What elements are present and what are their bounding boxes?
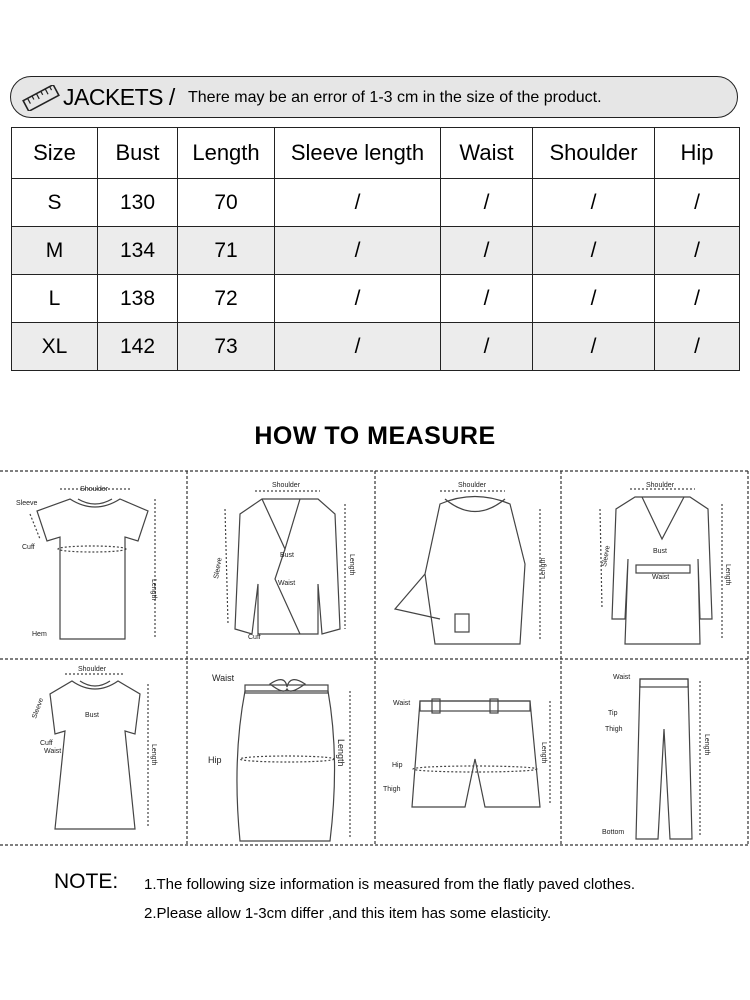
cape-coat-icon xyxy=(395,482,547,644)
table-cell: / xyxy=(533,227,655,275)
svg-text:Sleeve: Sleeve xyxy=(16,500,38,507)
svg-text:Shoulder: Shoulder xyxy=(458,482,487,489)
svg-text:Thigh: Thigh xyxy=(605,726,623,733)
svg-text:Length: Length xyxy=(724,564,731,586)
header-hip: Hip xyxy=(655,128,740,179)
svg-text:Cuff: Cuff xyxy=(40,740,53,747)
svg-text:Hip: Hip xyxy=(392,762,403,769)
long-coat-icon xyxy=(600,482,731,644)
svg-text:Length: Length xyxy=(348,554,355,576)
header-size: Size xyxy=(12,128,98,179)
table-cell: / xyxy=(441,275,533,323)
svg-text:Shoulder: Shoulder xyxy=(78,666,107,673)
svg-text:Waist: Waist xyxy=(212,673,235,683)
svg-text:Sleeve: Sleeve xyxy=(31,697,46,720)
shorts-icon xyxy=(383,699,550,807)
table-cell: 134 xyxy=(98,227,178,275)
svg-text:Length: Length xyxy=(150,744,157,766)
table-cell: 72 xyxy=(178,275,275,323)
svg-text:Thigh: Thigh xyxy=(383,786,401,793)
table-cell: / xyxy=(655,227,740,275)
note-heading: NOTE: xyxy=(54,870,119,893)
size-row-m xyxy=(12,227,740,275)
header-waist: Waist xyxy=(441,128,533,179)
svg-text:Shoulder: Shoulder xyxy=(272,482,301,489)
svg-text:Sleeve: Sleeve xyxy=(601,545,612,568)
table-cell: M xyxy=(12,227,98,275)
svg-text:Waist: Waist xyxy=(44,748,62,755)
svg-text:Length: Length xyxy=(540,557,547,579)
size-error-note: There may be an error of 1-3 cm in the size of the product. xyxy=(188,89,602,106)
svg-text:Waist: Waist xyxy=(652,574,670,581)
table-cell: / xyxy=(655,179,740,227)
size-table-header-row xyxy=(12,128,740,179)
size-row-l xyxy=(12,275,740,323)
svg-text:Sleeve: Sleeve xyxy=(213,557,224,580)
ruler-icon xyxy=(21,85,61,111)
trousers-icon xyxy=(602,674,710,839)
table-cell: 130 xyxy=(98,179,178,227)
table-cell: L xyxy=(12,275,98,323)
how-to-measure-title: HOW TO MEASURE xyxy=(254,422,496,450)
t-shirt-icon xyxy=(16,486,157,639)
table-cell: / xyxy=(275,227,441,275)
table-cell: / xyxy=(275,275,441,323)
measurement-guide-grid xyxy=(0,469,750,849)
size-table xyxy=(11,127,740,371)
svg-text:Length: Length xyxy=(150,579,157,601)
table-cell: / xyxy=(441,179,533,227)
table-cell: XL xyxy=(12,323,98,371)
svg-text:Length: Length xyxy=(336,739,346,767)
svg-text:Shoulder: Shoulder xyxy=(646,482,675,489)
header-shoulder: Shoulder xyxy=(533,128,655,179)
skirt-icon xyxy=(208,673,350,841)
size-row-xl xyxy=(12,323,740,371)
table-cell: / xyxy=(441,323,533,371)
table-cell: 142 xyxy=(98,323,178,371)
svg-text:Cuff: Cuff xyxy=(248,634,261,641)
header-sleeve-length: Sleeve length xyxy=(275,128,441,179)
header-bust: Bust xyxy=(98,128,178,179)
size-chart-banner xyxy=(10,76,738,118)
table-cell: / xyxy=(655,275,740,323)
table-cell: / xyxy=(655,323,740,371)
table-cell: S xyxy=(12,179,98,227)
svg-text:Tip: Tip xyxy=(608,710,618,717)
svg-text:Waist: Waist xyxy=(613,674,631,681)
svg-text:Bust: Bust xyxy=(85,712,100,719)
svg-text:Bottom: Bottom xyxy=(602,829,625,836)
note-item: 1.The following size information is measured from the flatly paved clothes. xyxy=(144,876,636,893)
table-cell: 73 xyxy=(178,323,275,371)
table-cell: / xyxy=(533,275,655,323)
dress-icon xyxy=(31,666,157,829)
table-cell: / xyxy=(275,323,441,371)
header-length: Length xyxy=(178,128,275,179)
table-cell: / xyxy=(441,227,533,275)
table-cell: / xyxy=(533,323,655,371)
table-cell: 138 xyxy=(98,275,178,323)
svg-text:Shoulder: Shoulder xyxy=(80,486,109,493)
size-row-s xyxy=(12,179,740,227)
svg-text:Waist: Waist xyxy=(393,700,411,707)
note-item: 2.Please allow 1-3cm differ ,and this item has some elasticity. xyxy=(144,905,552,922)
table-cell: / xyxy=(275,179,441,227)
category-label: JACKETS / xyxy=(63,84,175,110)
svg-text:Hip: Hip xyxy=(208,755,222,765)
svg-text:Hem: Hem xyxy=(32,631,47,638)
svg-text:Length: Length xyxy=(703,734,710,756)
blazer-icon xyxy=(213,482,355,641)
svg-text:Length: Length xyxy=(540,742,547,764)
table-cell: 70 xyxy=(178,179,275,227)
table-cell: 71 xyxy=(178,227,275,275)
svg-text:Bust: Bust xyxy=(653,548,668,555)
svg-text:Bust: Bust xyxy=(280,552,295,559)
svg-text:Waist: Waist xyxy=(278,580,296,587)
table-cell: / xyxy=(533,179,655,227)
svg-text:Cuff: Cuff xyxy=(22,544,35,551)
